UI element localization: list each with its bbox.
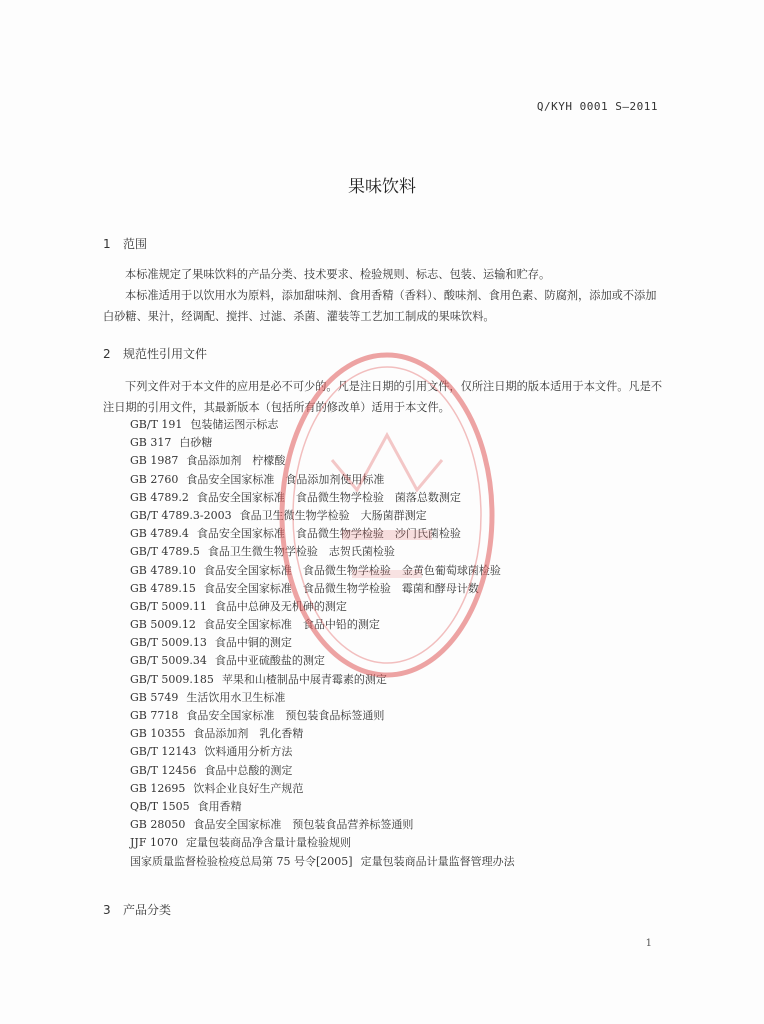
section-number: 1	[103, 237, 111, 251]
scope-paragraph-2	[103, 285, 663, 327]
section-title: 产品分类	[123, 903, 172, 917]
reference-item: GB 2760 食品安全国家标准 食品添加剂使用标准	[130, 472, 385, 486]
reference-item: GB 7718 食品安全国家标准 预包装食品标签通则	[130, 709, 385, 722]
page-number: 1	[645, 938, 652, 949]
reference-item: GB/T 4789.3-2003 食品卫生微生物学检验 大肠菌群测定	[130, 508, 427, 522]
reference-item: GB 28050 食品安全国家标准 预包装食品营养标签通则	[130, 818, 414, 832]
reference-item: JJF 1070 定量包装商品净含量计量检验规则	[130, 836, 351, 850]
reference-item: GB 5749 生活饮用水卫生标准	[130, 690, 286, 704]
seal-stamp	[272, 340, 502, 690]
reference-item: 国家质量监督检验检疫总局第 75 号令[2005] 定量包装商品计量监督管理办法	[130, 854, 515, 868]
section-3-heading	[103, 901, 171, 918]
reference-item: GB/T 12456 食品中总酸的测定	[130, 763, 293, 777]
document-title: 果味饮料	[348, 177, 416, 197]
reference-item: GB/T 12143 饮料通用分析方法	[130, 745, 293, 759]
reference-item: GB/T 191 包装储运图示标志	[130, 418, 279, 431]
reference-item: GB/T 4789.5 食品卫生微生物学检验 志贺氏菌检验	[130, 545, 395, 559]
scope-paragraph-1	[103, 264, 663, 285]
reference-item: GB 10355 食品添加剂 乳化香精	[130, 727, 304, 741]
reference-item: GB/T 5009.13 食品中铜的测定	[130, 636, 292, 650]
reference-item: GB 4789.10 食品安全国家标准 食品微生物学检验 金黄色葡萄球菌检验	[130, 563, 501, 577]
document-code: Q/KYH 0001 S—2011	[536, 100, 658, 113]
reference-item: GB/T 5009.34 食品中亚硫酸盐的测定	[130, 654, 325, 668]
reference-item: GB 5009.12 食品安全国家标准 食品中铅的测定	[130, 618, 380, 632]
reference-item: GB 12695 饮料企业良好生产规范	[130, 781, 304, 795]
reference-item: GB/T 5009.185 苹果和山楂制品中展青霉素的测定	[130, 672, 387, 686]
scope-text-2: 本标准适用于以饮用水为原料，添加甜味剂、食用香精（香料）、酸味剂、食用色素、防腐剂，添加或不添加白砂糖、果汁，经调配、搅拌、过滤、杀菌、灌装等工艺加工制成的果味饮料。	[103, 289, 657, 323]
section-title: 规范性引用文件	[123, 347, 208, 361]
reference-item: GB/T 5009.11 食品中总砷及无机砷的测定	[130, 599, 347, 613]
scope-text-1: 本标准规定了果味饮料的产品分类、技术要求、检验规则、标志、包装、运输和贮存。	[125, 268, 551, 281]
section-number: 3	[103, 903, 111, 917]
section-number: 2	[103, 347, 111, 361]
reference-item: GB 4789.2 食品安全国家标准 食品微生物学检验 菌落总数测定	[130, 490, 461, 504]
reference-item: GB 317 白砂糖	[130, 436, 213, 450]
reference-item: GB 4789.4 食品安全国家标准 食品微生物学检验 沙门氏菌检验	[130, 527, 461, 541]
reference-item: GB 4789.15 食品安全国家标准 食品微生物学检验 霉菌和酵母计数	[130, 581, 479, 595]
section-title: 范围	[123, 237, 148, 251]
section-1-heading	[103, 235, 147, 252]
section-2-heading	[103, 345, 207, 362]
normative-intro-text: 下列文件对于本文件的应用是必不可少的。凡是注日期的引用文件，仅所注日期的版本适用于本文件。凡是不注日期的引用文件，其最新版本（包括所有的修改单）适用于本文件。	[103, 380, 663, 414]
reference-item: GB 1987 食品添加剂 柠檬酸	[130, 454, 286, 468]
reference-item: QB/T 1505 食用香精	[130, 799, 242, 813]
